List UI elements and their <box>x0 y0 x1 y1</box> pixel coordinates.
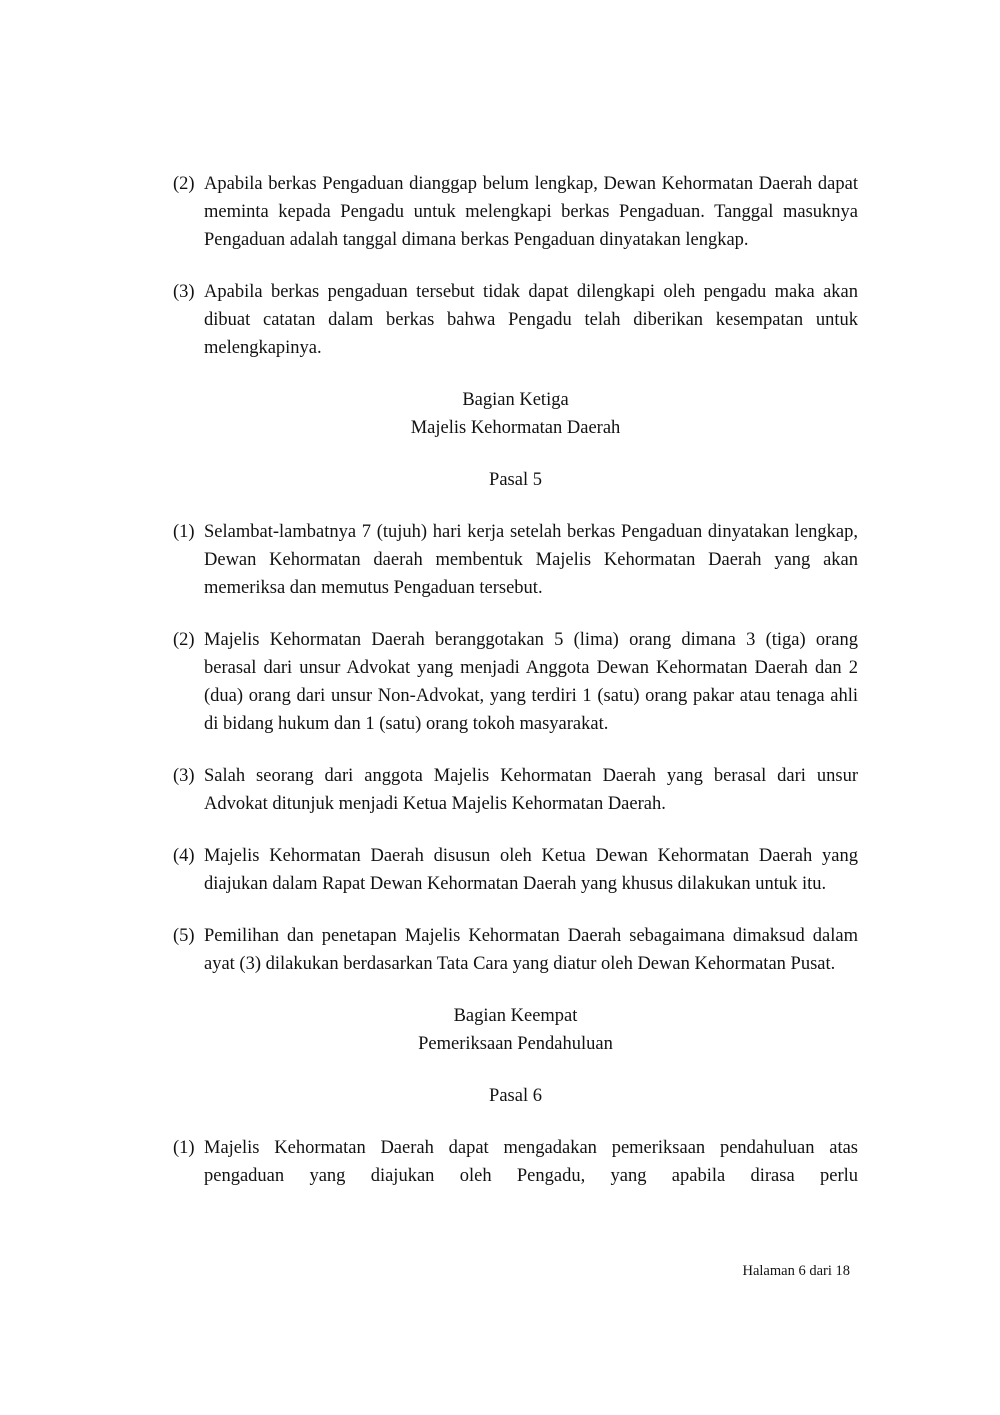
clause-text: Apabila berkas pengaduan tersebut tidak dapat dilengkapi oleh pengadu maka akan dibuat catatan dalam berkas bahwa Pengadu telah diberikan kesempatan untuk melengkapinya. <box>204 282 858 358</box>
clause-marker: (1) <box>173 522 195 542</box>
clause-marker: (4) <box>173 846 195 866</box>
clause-item <box>173 1134 858 1190</box>
clause-marker: (1) <box>173 1138 195 1158</box>
article-heading-pasal-6: Pasal 6 <box>489 1086 542 1106</box>
clause-item <box>173 842 858 898</box>
clause-marker: (5) <box>173 926 195 946</box>
clause-item <box>173 518 858 602</box>
clause-marker: (2) <box>173 174 195 194</box>
clause-item <box>173 278 858 362</box>
clause-marker: (3) <box>173 766 195 786</box>
clause-text: Pemilihan dan penetapan Majelis Kehormatan Daerah sebagaimana dimaksud dalam ayat (3) dilakukan berdasarkan Tata Cara yang diatur oleh Dewan Kehormatan Pusat. <box>204 926 858 974</box>
clause-text: Majelis Kehormatan Daerah disusun oleh Ketua Dewan Kehormatan Daerah yang diajukan dalam Rapat Dewan Kehormatan Daerah yang khusus dilakukan untuk itu. <box>204 846 858 894</box>
clause-marker: (2) <box>173 630 195 650</box>
clause-text: Majelis Kehormatan Daerah dapat mengadakan pemeriksaan pendahuluan atas pengaduan yang diajukan oleh Pengadu, yang apabila dirasa perlu <box>204 1138 858 1186</box>
section-heading-line1: Bagian Keempat <box>453 1006 578 1026</box>
page-number-indicator: Halaman 6 dari 18 <box>742 1263 850 1279</box>
document-body <box>173 170 858 1214</box>
clause-item <box>173 626 858 738</box>
clause-text: Salah seorang dari anggota Majelis Kehormatan Daerah yang berasal dari unsur Advokat ditunjuk menjadi Ketua Majelis Kehormatan Daerah. <box>204 766 858 814</box>
section-heading-bagian-keempat <box>173 1002 858 1058</box>
clause-item <box>173 922 858 978</box>
section-heading-line2: Pemeriksaan Pendahuluan <box>418 1034 613 1054</box>
clause-text: Selambat-lambatnya 7 (tujuh) hari kerja setelah berkas Pengaduan dinyatakan lengkap, Dewan Kehormatan daerah membentuk Majelis Kehormatan Daerah yang akan memeriksa dan memutus Pengaduan tersebut. <box>204 522 858 598</box>
section-heading-line1: Bagian Ketiga <box>462 390 569 410</box>
section-heading-bagian-ketiga <box>173 386 858 442</box>
article-heading-pasal-5: Pasal 5 <box>489 470 542 490</box>
section-heading-line2: Majelis Kehormatan Daerah <box>410 418 621 438</box>
clause-item <box>173 762 858 818</box>
clause-text: Majelis Kehormatan Daerah beranggotakan 5 (lima) orang dimana 3 (tiga) orang berasal dari unsur Advokat yang menjadi Anggota Dewan Kehormatan Daerah dan 2 (dua) orang dari unsur Non-Advokat, yang terdiri 1 (satu) orang pakar atau tenaga ahli di bidang hukum dan 1 (satu) orang tokoh masyarakat. <box>204 630 858 734</box>
clause-item <box>173 170 858 254</box>
clause-marker: (3) <box>173 282 195 302</box>
clause-text: Apabila berkas Pengaduan dianggap belum lengkap, Dewan Kehormatan Daerah dapat meminta kepada Pengadu untuk melengkapi berkas Pengaduan. Tanggal masuknya Pengaduan adalah tanggal dimana berkas Pengaduan dinyatakan lengkap. <box>204 174 858 250</box>
